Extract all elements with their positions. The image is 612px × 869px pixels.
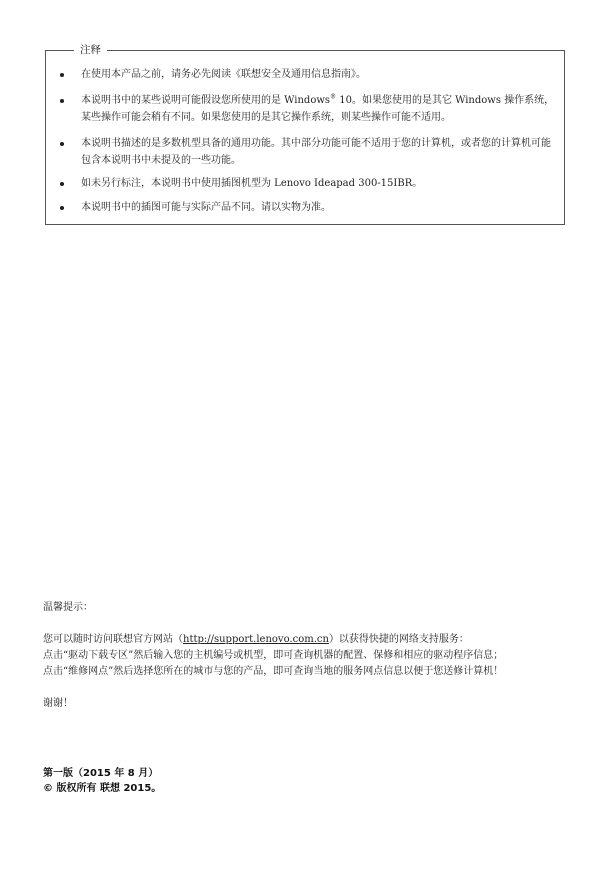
list-item: 在使用本产品之前，请务必先阅读《联想安全及通用信息指南》。 [81,66,556,83]
notes-title: 注释 [74,42,107,58]
tips-section [43,600,563,712]
registered-mark: ® [330,93,337,101]
tips-service-line: 点击“维修网点”然后选择您所在的城市与您的产品，即可查询当地的服务网点信息以便于您送修计算机！ [43,666,504,677]
edition-line: 第一版（2015 年 8 月） [43,768,159,779]
bullet-icon [60,99,64,103]
list-item: 如未另行标注，本说明书中使用插图机型为 Lenovo Ideapad 300-15IBR。 [81,175,556,192]
support-link[interactable]: http://support.lenovo.com.cn [183,634,329,645]
bullet-icon [60,206,64,210]
bullet-icon [60,73,64,77]
tips-heading: 温馨提示： [43,602,93,613]
copyright-line: © 版权所有 联想 2015。 [43,783,162,794]
list-item: 本说明书中的插图可能与实际产品不同。请以实物为准。 [81,199,556,216]
tips-website-line: 您可以随时访问联想官方网站（http://support.lenovo.com.cn）以获得快捷的网络支持服务： [43,634,469,645]
edition-info [43,766,161,796]
thanks-text: 谢谢！ [43,698,73,709]
notes-box [45,44,565,225]
tips-driver-line: 点击“驱动下载专区”然后输入您的主机编号或机型，即可查询机器的配置、保修和相应的驱动程序信息； [43,650,504,661]
list-item: 本说明书描述的是多数机型具备的通用功能。其中部分功能可能不适用于您的计算机，或者您的计算机可能包含本说明书中未提及的一些功能。 [81,135,556,169]
bullet-icon [60,142,64,146]
list-item: 本说明书中的某些说明可能假设您所使用的是 Windows® 10。如果您使用的是其它 Windows 操作系统，某些操作可能会稍有不同。如果您使用的是其它操作系统，则某些操作可能不适用。 [81,92,556,126]
bullet-icon [60,182,64,186]
